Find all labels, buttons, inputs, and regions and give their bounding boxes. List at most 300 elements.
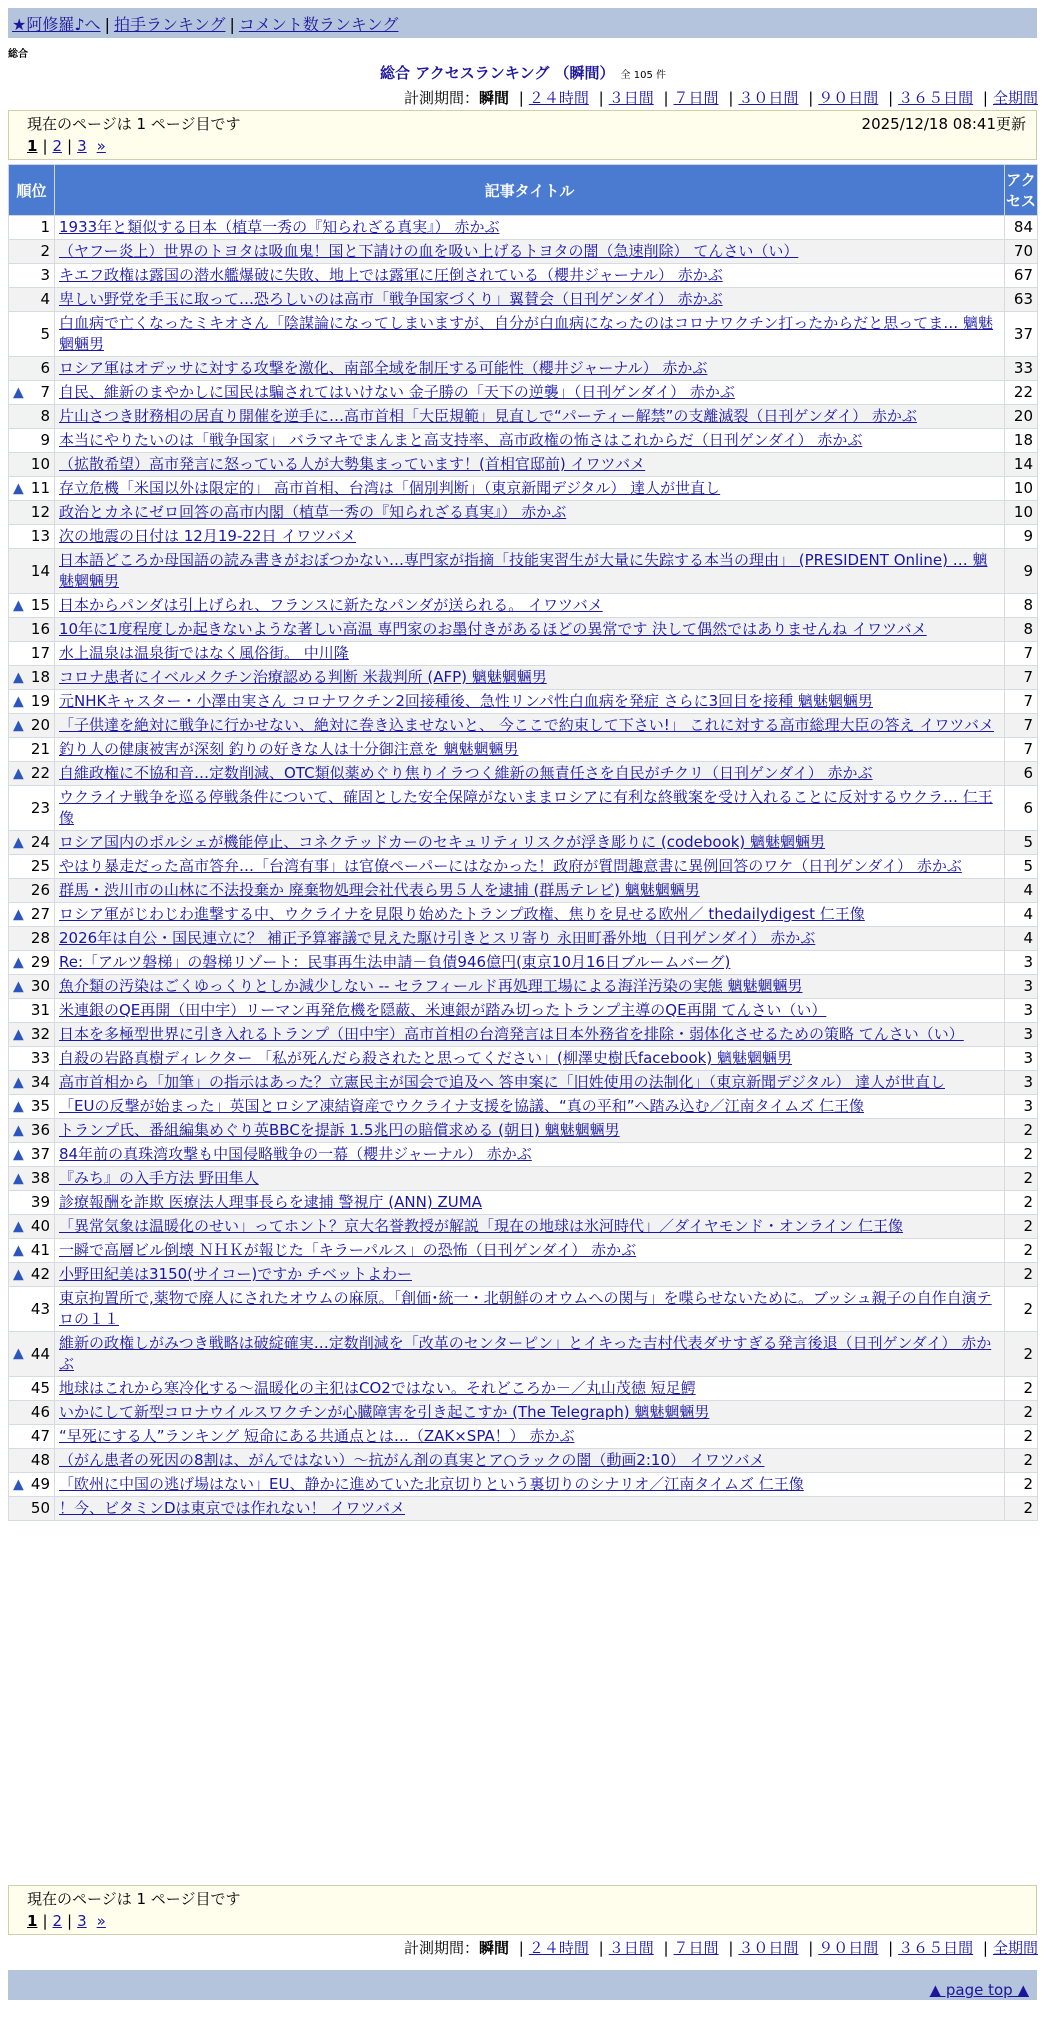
article-link[interactable]: 10年に1度程度しか起きないような著しい高温 専門家のお墨付きがあるほどの異常です 決して偶然ではありませんね イワツバメ [59,620,927,638]
next-page-link[interactable]: » [96,137,106,155]
rank-cell [9,1143,55,1167]
period-7d[interactable]: ７日間 [673,89,719,107]
table-row [9,1287,1038,1332]
period-separator: | [888,1939,894,1957]
access-count: 5 [1005,831,1038,855]
article-link[interactable]: 「EUの反撃が始まった」英国とロシア凍結資産でウクライナ支援を協議、“真の平和”へ踏み込む／江南タイムズ 仁王像 [59,1097,865,1115]
table-row [9,525,1038,549]
rank-up-icon: ▲ [13,1218,24,1234]
article-link[interactable]: 次の地震の日付は 12月19-22日 イワツバメ [59,527,356,545]
period-current: 瞬間 [478,89,509,107]
rank-up-icon: ▲ [13,1170,24,1186]
access-count: 63 [1005,288,1038,312]
header-access: アクセス [1005,165,1038,216]
rank-up-icon: ▲ [13,765,24,781]
page-2-link[interactable]: 2 [52,137,63,155]
article-link[interactable]: 診療報酬を詐欺 医療法人理事長らを逮捕 警視庁 (ANN) ZUMA [59,1193,482,1211]
article-link[interactable]: 『みち』の入手方法 野田隼人 [59,1169,259,1187]
article-link[interactable]: 本当にやりたいのは「戦争国家」 バラマキでまんまと高支持率、高市政権の怖さはこれからだ（日刊ゲンダイ） 赤かぶ [59,431,863,449]
table-row [9,1143,1038,1167]
title-cell [55,240,1005,264]
table-row [9,927,1038,951]
access-count: 3 [1005,999,1038,1023]
article-link[interactable]: 維新の政権しがみつき戦略は破綻確実…定数削減を「改革のセンターピン」とイキった吉村代表ダサすぎる発言後退（日刊ゲンダイ） 赤かぶ [59,1334,992,1373]
rank-up-icon: ▲ [13,1026,24,1042]
article-link[interactable]: 日本からパンダは引上げられ、フランスに新たなパンダが送られる。 イワツバメ [59,596,603,614]
table-row [9,855,1038,879]
period-30d[interactable]: ３０日間 [738,1939,799,1957]
access-count: 3 [1005,975,1038,999]
title-cell [55,855,1005,879]
rank-up-icon: ▲ [13,669,24,685]
article-link[interactable]: ウクライナ戦争を巡る停戦条件について、確固とした安全保障がないままロシアに有利な終戦案を受け入れることに反対するウクラ… 仁王像 [59,788,993,827]
table-row [9,1191,1038,1215]
rank-up-icon: ▲ [13,906,24,922]
rank-up-icon: ▲ [13,480,24,496]
title-cell [55,1263,1005,1287]
access-count: 8 [1005,618,1038,642]
page-current: 1 [27,1912,38,1930]
table-row [9,1332,1038,1377]
access-count: 2 [1005,1473,1038,1497]
title-cell [55,903,1005,927]
article-link[interactable]: 白血病で亡くなったミキオさん「陰謀論になってしまいますが、自分が白血病になったのはコロナワクチン打ったからだと思ってま… 魑魅魍魎男 [59,314,994,353]
clap-ranking-link[interactable]: 拍手ランキング [113,15,226,34]
rank-number: 21 [30,740,50,758]
title-cell [55,1497,1005,1521]
rank-number: 25 [30,857,50,875]
table-row [9,831,1038,855]
table-row [9,1401,1038,1425]
period-label: 計測期間： [403,89,479,107]
rank-cell [9,1095,55,1119]
access-count: 7 [1005,642,1038,666]
period-90d[interactable]: ９０日間 [818,1939,879,1957]
rank-number: 13 [30,527,50,545]
rank-number: 19 [30,692,50,710]
title-cell [55,1473,1005,1497]
period-365d[interactable]: ３６５日間 [898,89,974,107]
article-link[interactable]: いかにして新型コロナウイルスワクチンが心臓障害を引き起こすか (The Telegraph) 魑魅魍魎男 [59,1403,710,1421]
article-link[interactable]: 自民、維新のまやかしに国民は騙されてはいけない 金子勝の「天下の逆襲」（日刊ゲンダイ） 赤かぶ [59,383,735,401]
rank-cell [9,999,55,1023]
rank-up-icon: ▲ [13,693,24,709]
page-3-link[interactable]: 3 [77,137,87,155]
pager-top [8,110,1037,160]
title-cell [55,549,1005,594]
page-3-link[interactable]: 3 [77,1912,87,1930]
title-cell [55,1119,1005,1143]
pager-separator: | [67,137,73,155]
rank-number: 47 [30,1427,50,1445]
rank-up-icon: ▲ [13,1242,24,1258]
rank-cell [9,714,55,738]
article-link[interactable]: 魚介類の汚染はごくゆっくりとしか減少しない -- セラフィールド再処理工場による海洋汚染の実態 魑魅魍魎男 [59,977,803,995]
article-link[interactable]: 日本語どころか母国語の読み書きがおぼつかない…専門家が指摘「技能実習生が大量に失踪する本当の理由」 (PRESIDENT Online) … 魑魅魍魎男 [59,551,988,590]
table-row [9,264,1038,288]
nav-separator: | [104,15,110,34]
article-link[interactable]: 小野田紀美は3150(サイコー)ですか チベットよわー [59,1265,412,1283]
title-cell [55,786,1005,831]
article-link[interactable]: ロシア軍はオデッサに対する攻撃を激化、南部全域を制圧する可能性（櫻井ジャーナル） 赤かぶ [59,359,708,377]
rank-cell [9,855,55,879]
rank-cell [9,1071,55,1095]
access-count: 3 [1005,1023,1038,1047]
pager-bottom [8,1885,1037,1935]
article-link[interactable]: 元NHKキャスター・小澤由実さん コロナワクチン2回接種後、急性リンパ性白血病を発症 さらに3回目を接種 魑魅魍魎男 [59,692,873,710]
article-link[interactable]: （がん患者の死因の8割は、がんではない）～抗がん剤の真実とア○ラックの闇（動画2:10） イワツバメ [59,1451,765,1469]
ranking-body [9,216,1038,1521]
rank-number: 20 [30,716,50,734]
rank-number: 2 [40,242,50,260]
rank-cell [9,1239,55,1263]
rank-number: 36 [30,1121,50,1139]
rank-up-icon: ▲ [13,1098,24,1114]
rank-number: 28 [30,929,50,947]
rank-up-icon: ▲ [13,978,24,994]
access-count: 2 [1005,1377,1038,1401]
period-7d[interactable]: ７日間 [673,1939,719,1957]
access-count: 2 [1005,1119,1038,1143]
rank-number: 12 [30,503,50,521]
rank-number: 32 [30,1025,50,1043]
title-cell [55,1167,1005,1191]
title-cell [55,453,1005,477]
access-count: 2 [1005,1425,1038,1449]
table-row [9,1047,1038,1071]
table-row [9,1449,1038,1473]
rank-number: 18 [30,668,50,686]
rank-cell [9,1119,55,1143]
access-count: 70 [1005,240,1038,264]
rank-number: 17 [30,644,50,662]
article-link[interactable]: 水上温泉は温泉街ではなく風俗街。 中川隆 [59,644,349,662]
period-selector-top [404,87,1038,108]
rank-cell [9,1287,55,1332]
rank-number: 11 [30,479,50,497]
rank-cell [9,738,55,762]
table-row [9,903,1038,927]
rank-number: 26 [30,881,50,899]
access-count: 4 [1005,927,1038,951]
access-count: 4 [1005,879,1038,903]
article-link[interactable]: ！今、ビタミンDは東京では作れない！ イワツバメ [59,1499,406,1517]
top-nav-bar [8,8,1037,38]
article-link[interactable]: コロナ患者にイベルメクチン治療認める判断 米裁判所 (AFP) 魑魅魍魎男 [59,668,547,686]
table-row [9,405,1038,429]
access-count: 9 [1005,549,1038,594]
table-row [9,618,1038,642]
period-365d[interactable]: ３６５日間 [898,1939,974,1957]
access-count: 67 [1005,264,1038,288]
rank-cell [9,951,55,975]
title-cell [55,1401,1005,1425]
rank-up-icon: ▲ [13,597,24,613]
title-cell [55,405,1005,429]
period-24h[interactable]: ２４時間 [528,1939,589,1957]
title-cell [55,1287,1005,1332]
rank-cell [9,618,55,642]
article-link[interactable]: 一瞬で高層ビル倒壊 ＮＨＫが報じた「キラーパルス」の恐怖（日刊ゲンダイ） 赤かぶ [59,1241,637,1259]
table-row [9,501,1038,525]
article-link[interactable]: 日本を多極型世界に引き入れるトランプ（田中宇）高市首相の台湾発言は日本外務省を排除・弱体化させるための策略 てんさい（い） [59,1025,964,1043]
period-separator: | [982,89,988,107]
access-count: 7 [1005,666,1038,690]
rank-cell [9,312,55,357]
rank-cell [9,1167,55,1191]
period-separator: | [663,89,669,107]
title-cell [55,1143,1005,1167]
period-separator: | [888,89,894,107]
rank-cell [9,525,55,549]
article-link[interactable]: ロシア軍がじわじわ進撃する中、ウクライナを見限り始めたトランプ政権、焦りを見せる欧州／ thedailydigest 仁王像 [59,905,865,923]
title-cell [55,381,1005,405]
title-cell [55,618,1005,642]
period-3d[interactable]: ３日間 [608,1939,654,1957]
period-all[interactable]: 全期間 [992,89,1038,107]
article-link[interactable]: 東京拘置所で,薬物で廃人にされたオウムの麻原。「創価･統一・北朝鮮のオウムへの関与」を喋らせないために。ブッシュ親子の自作自演テロの１１ [59,1289,992,1328]
article-link[interactable]: 米連銀のQE再開（田中宇）リーマン再発危機を隠蔽、米連銀が踏み切ったトランプ主導のQE再開 てんさい（い） [59,1001,827,1019]
title-cell [55,1215,1005,1239]
rank-number: 41 [30,1241,50,1259]
rank-up-icon: ▲ [13,1266,24,1282]
rank-cell [9,594,55,618]
access-count: 2 [1005,1449,1038,1473]
article-link[interactable]: 「子供達を絶対に戦争に行かせない、絶対に巻き込ませないと、 今ここで約束して下さい!」 これに対する高市総理大臣の答え イワツバメ [59,716,995,734]
article-link[interactable]: （ヤフー炎上）世界のトヨタは吸血鬼！国と下請けの血を吸い上げるトヨタの闇（急速削除） てんさい（い） [59,242,799,260]
rank-number: 16 [30,620,50,638]
rank-number: 45 [30,1379,50,1397]
article-link[interactable]: 1933年と類似する日本（植草一秀の『知られざる真実』） 赤かぶ [59,218,500,236]
access-count: 7 [1005,690,1038,714]
title-cell [55,1425,1005,1449]
rank-up-icon: ▲ [13,954,24,970]
title-cell [55,690,1005,714]
title-cell [55,477,1005,501]
period-separator: | [728,1939,734,1957]
rank-number: 48 [30,1451,50,1469]
table-row [9,666,1038,690]
header-title: 記事タイトル [55,165,1005,216]
rank-cell [9,405,55,429]
rank-cell [9,1473,55,1497]
period-30d[interactable]: ３０日間 [738,89,799,107]
title-cell [55,1047,1005,1071]
table-row [9,951,1038,975]
title-cell [55,312,1005,357]
title-cell [55,525,1005,549]
table-row [9,429,1038,453]
rank-number: 23 [30,798,50,817]
title-cell [55,264,1005,288]
access-count: 2 [1005,1191,1038,1215]
article-link[interactable]: ロシア国内のポルシェが機能停止、コネクテッドカーのセキュリティリスクが浮き彫りに (codebook) 魑魅魍魎男 [59,833,826,851]
article-link[interactable]: 84年前の真珠湾攻撃も中国侵略戦争の一幕（櫻井ジャーナル） 赤かぶ [59,1145,532,1163]
article-link[interactable]: 自殺の岩路真樹ディレクター 「私が死んだら殺されたと思ってください」(柳澤史樹氏facebook) 魑魅魍魎男 [59,1049,792,1067]
title-cell [55,1239,1005,1263]
period-current: 瞬間 [478,1939,509,1957]
home-link[interactable]: ★阿修羅♪へ [12,15,101,34]
page-2-link[interactable]: 2 [52,1912,63,1930]
table-row [9,357,1038,381]
article-link[interactable]: 卑しい野党を手玉に取って…恐ろしいのは高市「戦争国家づくり」翼賛会（日刊ゲンダイ） 赤かぶ [59,290,723,308]
rank-number: 39 [30,1193,50,1211]
rank-number: 46 [30,1403,50,1421]
title-cell [55,594,1005,618]
title-cell [55,927,1005,951]
table-row [9,975,1038,999]
title-cell [55,1071,1005,1095]
article-link[interactable]: Re:「アルツ磐梯」の磐梯リゾート：民事再生法申請－負債946億円(東京10月16日ブルームバーグ) [59,953,731,971]
period-label: 計測期間： [403,1939,479,1957]
period-3d[interactable]: ３日間 [608,89,654,107]
access-count: 10 [1005,477,1038,501]
article-link[interactable]: 2026年は自公・国民連立に？ 補正予算審議で見えた駆け引きとスリ寄り 永田町番外地（日刊ゲンダイ） 赤かぶ [59,929,816,947]
rank-cell [9,357,55,381]
table-row [9,690,1038,714]
access-count: 7 [1005,738,1038,762]
table-row [9,549,1038,594]
rank-cell [9,831,55,855]
rank-number: 15 [30,596,50,614]
rank-number: 27 [30,905,50,923]
title-cell [55,1095,1005,1119]
rank-cell [9,477,55,501]
rank-number: 9 [40,431,50,449]
table-row [9,1095,1038,1119]
ranking-table [8,164,1038,1521]
access-count: 33 [1005,357,1038,381]
pager-separator: | [42,137,48,155]
period-separator: | [728,89,734,107]
article-link[interactable]: 高市首相から「加筆」の指示はあった？立憲民主が国会で追及へ 答申案に「旧姓使用の法制化」（東京新聞デジタル） 達人が世直し [59,1073,945,1091]
table-row [9,1119,1038,1143]
article-link[interactable]: 「欧州に中国の逃げ場はない」EU、静かに進めていた北京切りという裏切りのシナリオ／江南タイムズ 仁王像 [59,1475,804,1493]
article-link[interactable]: 群馬・渋川市の山林に不法投棄か 廃棄物処理会社代表ら男５人を逮捕 (群馬テレビ) 魑魅魍魎男 [59,881,700,899]
rank-number: 42 [30,1265,50,1283]
title-cell [55,216,1005,240]
article-link[interactable]: 片山さつき財務相の居直り開催を逆手に…高市首相「大臣規範」見直しで“パーティー解禁”の支離滅裂（日刊ゲンダイ） 赤かぶ [59,407,917,425]
rank-cell [9,240,55,264]
title-cell [55,666,1005,690]
title-cell [55,429,1005,453]
rank-number: 10 [30,455,50,473]
rank-up-icon: ▲ [13,1476,24,1492]
article-link[interactable]: 地球はこれから寒冷化する～温暖化の主犯はCO2ではない。それどころか－／丸山茂徳 短足鰐 [59,1379,696,1397]
access-count: 6 [1005,786,1038,831]
access-count: 20 [1005,405,1038,429]
title-cell [55,501,1005,525]
rank-number: 31 [30,1001,50,1019]
access-count: 2 [1005,1239,1038,1263]
table-row [9,738,1038,762]
period-separator: | [598,1939,604,1957]
rank-number: 37 [30,1145,50,1163]
rank-cell [9,975,55,999]
article-link[interactable]: 釣り人の健康被害が深刻 釣りの好きな人は十分御注意を 魑魅魍魎男 [59,740,519,758]
page-top-link[interactable]: ▲ page top ▲ [929,1981,1029,1999]
access-count: 2 [1005,1401,1038,1425]
access-count: 3 [1005,1095,1038,1119]
access-count: 2 [1005,1263,1038,1287]
access-count: 2 [1005,1332,1038,1377]
article-link[interactable]: やはり暴走だった高市答弁…「台湾有事」は官僚ペーパーにはなかった！政府が質問趣意書に異例回答のワケ（日刊ゲンダイ） 赤かぶ [59,857,962,875]
period-separator: | [598,89,604,107]
table-row [9,477,1038,501]
table-row [9,642,1038,666]
access-count: 3 [1005,1071,1038,1095]
access-count: 2 [1005,1287,1038,1332]
rank-cell [9,1332,55,1377]
table-row [9,1167,1038,1191]
pager-separator: | [67,1912,73,1930]
rank-cell [9,1047,55,1071]
access-count: 37 [1005,312,1038,357]
access-count: 14 [1005,453,1038,477]
rank-cell [9,1497,55,1521]
current-page-text: 現在のページは 1 ページ目です [27,115,241,133]
article-link[interactable]: トランプ氏、番組編集めぐり英BBCを提訴 1.5兆円の賠償求める (朝日) 魑魅魍魎男 [59,1121,620,1139]
rank-cell [9,1449,55,1473]
page-current: 1 [27,137,38,155]
article-link[interactable]: キエフ政権は露国の潜水艦爆破に失敗、地上では露軍に圧倒されている（櫻井ジャーナル） 赤かぶ [59,266,723,284]
article-link[interactable]: “早死にする人”ランキング 短命にある共通点とは…（ZAK×SPA！） 赤かぶ [59,1427,575,1445]
table-row [9,714,1038,738]
rank-up-icon: ▲ [13,384,24,400]
access-count: 10 [1005,501,1038,525]
rank-cell [9,501,55,525]
title-cell [55,357,1005,381]
title-cell [55,1377,1005,1401]
title-cell [55,1332,1005,1377]
table-row [9,1215,1038,1239]
period-separator: | [518,89,524,107]
next-page-link[interactable]: » [96,1912,106,1930]
article-link[interactable]: 自維政権に不協和音…定数削減、OTC類似薬めぐり焦りイラつく維新の無責任さを自民がチクリ（日刊ゲンダイ） 赤かぶ [59,764,873,782]
table-row [9,240,1038,264]
title-cell [55,879,1005,903]
period-selector-bottom [404,1937,1038,1958]
article-link[interactable]: （拡散希望）高市発言に怒っている人が大勢集まっています！(首相官邸前) イワツバメ [59,455,646,473]
updated-timestamp: 2025/12/18 08:41更新 [861,115,1026,133]
period-24h[interactable]: ２４時間 [528,89,589,107]
period-separator: | [808,1939,814,1957]
table-header-row [9,165,1038,216]
table-row [9,1473,1038,1497]
page-title-text: 総合 アクセスランキング （瞬間） [380,64,615,82]
pager-separator: | [42,1912,48,1930]
article-link[interactable]: 政治とカネにゼロ回答の高市内閣（植草一秀の『知られざる真実』） 赤かぶ [59,503,567,521]
rank-cell [9,549,55,594]
access-count: 4 [1005,903,1038,927]
table-row [9,216,1038,240]
table-row [9,1023,1038,1047]
rank-up-icon: ▲ [13,1074,24,1090]
rank-cell [9,1401,55,1425]
period-all[interactable]: 全期間 [992,1939,1038,1957]
article-link[interactable]: 存立危機「米国以外は限定的」 高市首相、台湾は「個別判断」（東京新聞デジタル） 達人が世直し [59,479,721,497]
period-90d[interactable]: ９０日間 [818,89,879,107]
comment-ranking-link[interactable]: コメント数ランキング [238,15,399,34]
rank-number: 22 [30,764,50,782]
rank-cell [9,927,55,951]
article-link[interactable]: 「異常気象は温暖化のせい」ってホント？京大名誉教授が解説「現在の地球は氷河時代」／ダイヤモンド・オンライン 仁王像 [59,1217,904,1235]
access-count: 2 [1005,1215,1038,1239]
table-row [9,999,1038,1023]
total-count: 全 105 件 [620,70,666,81]
title-cell [55,288,1005,312]
rank-up-icon: ▲ [13,717,24,733]
